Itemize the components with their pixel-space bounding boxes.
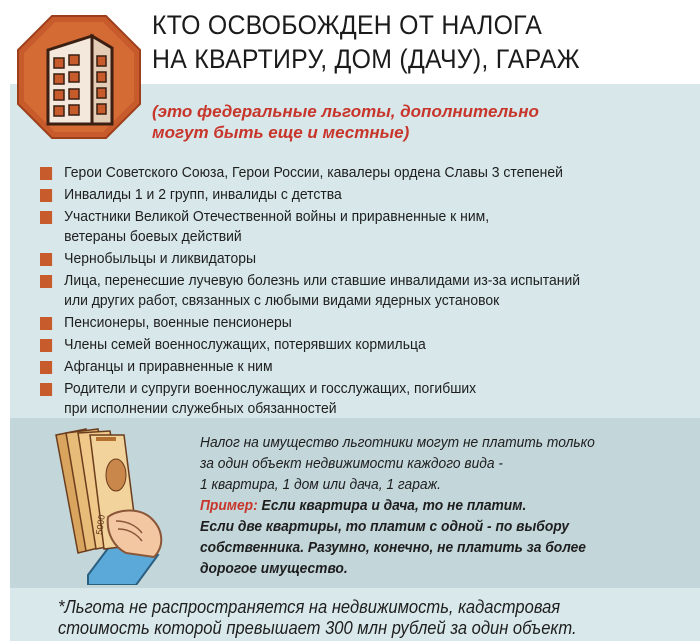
list-item-text: или других работ, связанных с любыми видами ядерных установок (64, 292, 500, 309)
list-item (40, 357, 645, 377)
subtitle-line-1: (это федеральные льготы, дополнительно (152, 102, 539, 121)
subtitle (152, 101, 592, 143)
bullet-square-icon (40, 317, 52, 330)
footnote-line-1: *Льгота не распространяется на недвижимость, кадастровая (58, 597, 561, 617)
note-line-1: Налог на имущество льготники могут не платить только (200, 434, 595, 451)
footnote (58, 597, 647, 639)
list-item (40, 379, 645, 419)
list-item-text: Инвалиды 1 и 2 групп, инвалиды с детства (64, 186, 342, 203)
bullet-square-icon (40, 275, 52, 288)
list-item-text: Участники Великой Отечественной войны и приравненные к ним, (64, 208, 490, 225)
note-example (200, 495, 586, 516)
note-line-5: Если две квартиры, то платим с одной - по выбору (200, 518, 570, 535)
note-line-3: 1 квартира, 1 дом или дача, 1 гараж. (200, 476, 441, 493)
list-item-text: ветераны боевых действий (64, 228, 242, 245)
bullet-square-icon (40, 253, 52, 266)
bullet-square-icon (40, 167, 52, 180)
banknote-value: 5000 (94, 514, 107, 536)
list-item-text: Чернобыльцы и ликвидаторы (64, 250, 257, 267)
list-item-text: при исполнении служебных обязанностей (64, 400, 337, 417)
list-item (40, 207, 645, 247)
list-item (40, 185, 645, 205)
note-line-6: собственника. Разумно, конечно, не платить за более (200, 539, 586, 556)
note-text (200, 432, 595, 579)
list-item (40, 163, 645, 183)
bullet-square-icon (40, 383, 52, 396)
note-line-2: за один объект недвижимости каждого вида - (200, 455, 503, 472)
money-hand-icon (48, 425, 198, 585)
bullet-square-icon (40, 211, 52, 224)
page-title (152, 8, 649, 76)
footnote-line-2: стоимость которой превышает 300 млн рублей за один объект. (58, 618, 577, 638)
list-item-text: Члены семей военнослужащих, потерявших кормильца (64, 336, 426, 353)
example-label: Пример: (200, 497, 258, 514)
list-item (40, 271, 645, 311)
bullet-square-icon (40, 361, 52, 374)
title-line-2: НА КВАРТИРУ, ДОМ (ДАЧУ), ГАРАЖ (152, 44, 580, 74)
bullet-square-icon (40, 339, 52, 352)
list-item (40, 335, 645, 355)
building-icon (14, 12, 144, 142)
list-item-text: Пенсионеры, военные пенсионеры (64, 314, 292, 331)
list-item-text: Герои Советского Союза, Герои России, кавалеры ордена Славы 3 степеней (64, 164, 563, 181)
title-line-1: КТО ОСВОБОЖДЕН ОТ НАЛОГА (152, 10, 543, 40)
list-item-text: Родители и супруги военнослужащих и госслужащих, погибших (64, 380, 477, 397)
example-text: Если квартира и дача, то не платим. (257, 497, 527, 514)
list-item-text: Афганцы и приравненные к ним (64, 358, 273, 375)
list-item (40, 313, 645, 333)
note-line-7: дорогое имущество. (200, 560, 348, 577)
bullet-square-icon (40, 189, 52, 202)
list-item-text: Лица, перенесшие лучевую болезнь или ставшие инвалидами из-за испытаний (64, 272, 581, 289)
benefits-list (40, 163, 690, 421)
list-item (40, 249, 645, 269)
subtitle-line-2: могут быть еще и местные) (152, 123, 410, 142)
